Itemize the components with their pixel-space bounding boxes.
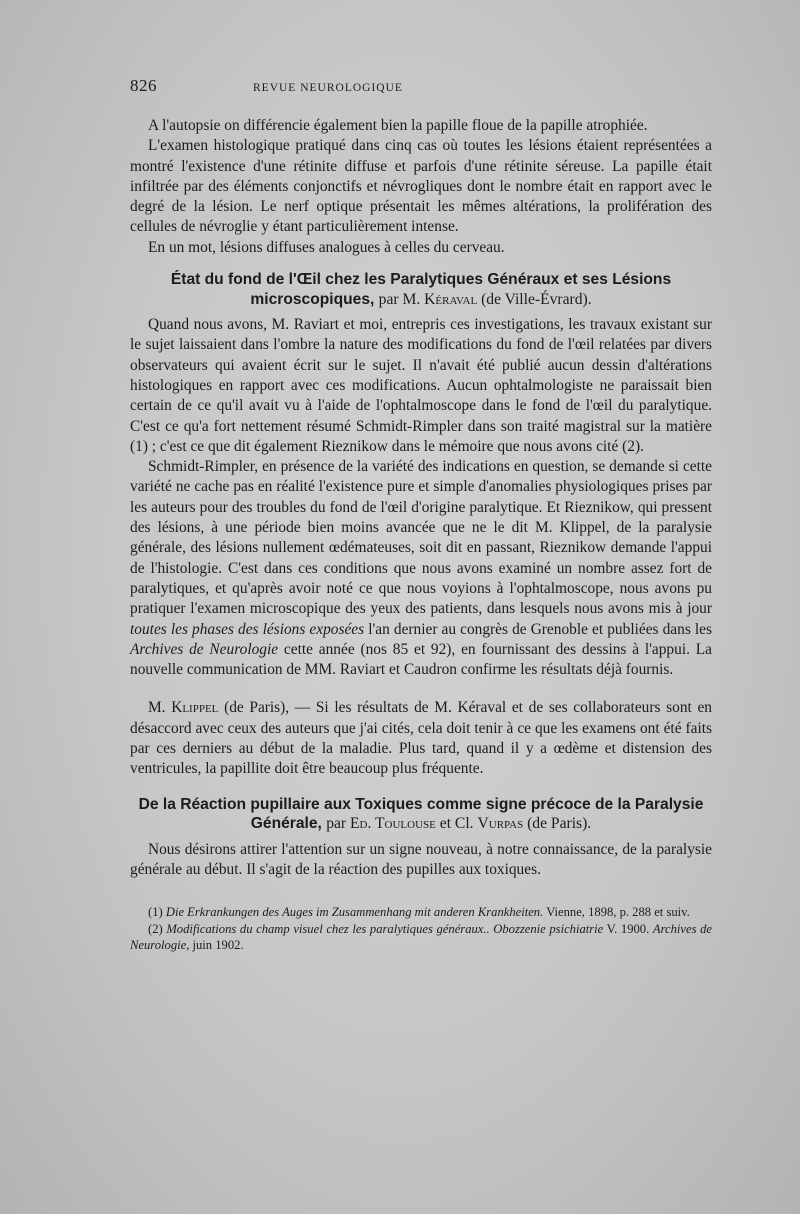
footnote-2 (130, 921, 712, 954)
text-run: Schmidt-Rimpler, en présence de la variété des indications en question, se demande si cette variété ne cache pas en réalité l'existence pure et simple d'anomalies physiologiques prises par les auteurs pour des troubles du fond de l'œil d'origine paralytique. Et Rieznikow, qui pressent des lésions, à une période bien moins avancée que ne le dit M. Klippel, de la paralysie générale, des lésions nullement œdémateuses, soit dit en passant, Rieznikow demande l'appui de l'histologie. C'est dans ces conditions que nous avons examiné un nombre assez fort de paralytiques, et qu'après avoir noté ce que nous voyions à l'ophtalmoscope, nous avons pu pratiquer l'examen microscopique des yeux des patients, dans lesquels nous avons mis à jour (130, 458, 712, 618)
speaker-prefix: M. (148, 699, 166, 717)
author-name: Kéraval (424, 290, 478, 308)
section-keraval-text (130, 315, 712, 680)
paragraph: L'examen histologique pratiqué dans cinq cas où toutes les lésions étaient représentées a montré l'existence d'une rétinite diffuse et parfois d'une rétinite séreuse. La papille était infiltrée par des éléments conjonctifs et névrogliques dont le nombre était en rapport avec le degré de la lésion. Le nerf optique présentait les mêmes altérations, la prolifération des cellules de névroglie y étant particulièrement intense. (130, 137, 712, 236)
footnote-1 (130, 904, 712, 920)
journal-title: REVUE NEUROLOGIQUE (253, 82, 403, 94)
author-name: Ed. Toulouse (350, 815, 436, 833)
paragraph: En un mot, lésions diffuses analogues à celles du cerveau. (148, 238, 505, 256)
citation-date: juin 1902. (192, 937, 244, 952)
paragraph (130, 457, 712, 680)
author-name: Vurpas (477, 815, 524, 833)
citation-details: Vienne, 1898, p. 288 et suiv. (546, 905, 690, 920)
section-heading-reaction-pupillaire (130, 795, 712, 834)
paragraph: Nous désirons attirer l'attention sur un signe nouveau, à notre connaissance, de la paralysie générale au début. Il s'agit de la réaction des pupilles aux toxiques. (130, 840, 712, 878)
page-number: 826 (130, 76, 157, 95)
heading-title: De la Réaction pupillaire aux Toxiques comme signe précoce de la Paralysie Générale, (138, 795, 704, 833)
section-klippel-discussion (130, 698, 712, 779)
citation-details: V. 1900. (606, 921, 650, 936)
section-heading-fond-oeil (130, 270, 712, 309)
byline-prefix: par M. (378, 290, 421, 308)
paragraph: A l'autopsie on différencie également bien la papille floue de la papille atrophiée. (148, 117, 648, 134)
cited-title: Modifications du champ visuel chez les paralytiques généraux.. Obozzenie psichiatrie (166, 921, 604, 936)
cited-title: Die Erkrankungen des Auges im Zusammenhang mit anderen Krankheiten. (165, 905, 544, 920)
paragraph (130, 698, 712, 779)
footnote-marker: (1) (148, 905, 163, 920)
text-run: l'an dernier au congrès de Grenoble et publiées dans les (368, 620, 712, 638)
heading-title: État du fond de l'Œil chez les Paralytiques Généraux et ses Lésions microscopiques, (170, 271, 672, 308)
running-head (130, 76, 712, 102)
heading-byline (326, 815, 591, 832)
heading-byline (379, 291, 592, 308)
byline-affiliation: (de Ville-Évrard). (481, 290, 592, 308)
text-run: cette année (nos 85 et 92), en fournissant des dessins à l'appui. La nouvelle communication de MM. Raviart et Caudron confirme les résultats déjà fournis. (130, 640, 712, 679)
byline-affiliation: (de Paris). (527, 815, 592, 833)
speaker-name: Klippel (171, 699, 219, 717)
byline-prefix: par (326, 815, 347, 833)
section-autopsy-findings (130, 116, 712, 258)
cited-journal: Archives de Neurologie, (130, 921, 712, 952)
footnote-marker: (2) (148, 921, 163, 936)
byline-middle: et Cl. (439, 815, 474, 833)
text-run: (de Paris), — Si les résultats de M. Kéraval et de ses collaborateurs sont en désaccord avec ceux des auteurs que j'ai cités, cela doit tenir à ce que les examens ont été faits par ces derniers au début de la maladie. Plus tard, quand il y a œdème et distension des ventricules, la papillite doit être beaucoup plus fréquente. (130, 699, 712, 778)
footnotes (130, 904, 712, 953)
emphasis-text: toutes les phases des lésions exposées (130, 620, 365, 638)
paragraph: Quand nous avons, M. Raviart et moi, entrepris ces investigations, les travaux existant sur le sujet laissaient dans l'ombre la nature des modifications du fond de l'œil relatées par divers observateurs qui avaient écrit sur le sujet. Il n'avait été publié aucun dessin d'altérations histologiques en rapport avec ces modifications. Aucun ophtalmologiste ne paraissait bien certain de ce qu'il avait vu à l'aide de l'ophtalmoscope dans le fond de l'œil du paralytique. C'est ce qu'a fort nettement résumé Schmidt-Rimpler dans son traité magistral sur la matière (1) ; c'est ce que dit également Rieznikow dans le mémoire que nous avons cité (2). (130, 316, 712, 455)
journal-citation: Archives de Neurologie (130, 640, 279, 658)
section-toulouse-text (130, 840, 712, 881)
